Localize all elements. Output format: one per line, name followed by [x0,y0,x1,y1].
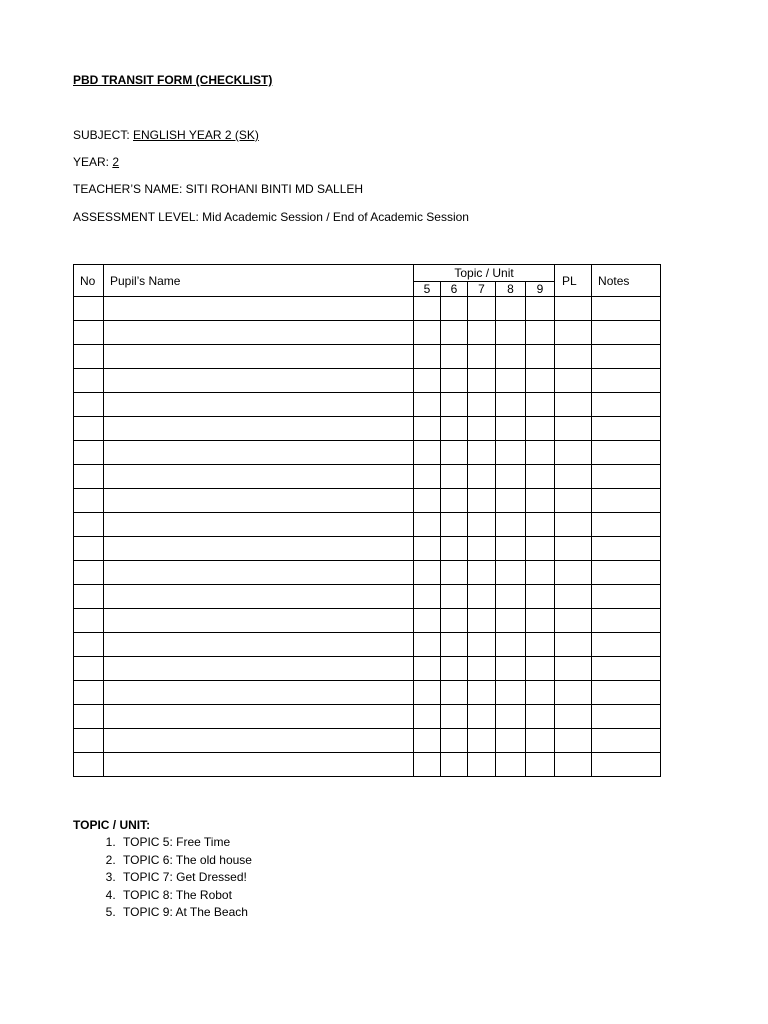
topic-list-item: 3. TOPIC 7: Get Dressed! [119,869,252,887]
cell-notes [592,705,661,729]
cell-topic-7 [468,321,496,345]
cell-notes [592,633,661,657]
table-row [74,393,661,417]
cell-topic-6 [441,345,468,369]
cell-topic-8 [496,585,526,609]
cell-pl [555,705,592,729]
cell-topic-9 [526,489,555,513]
cell-no [74,753,104,777]
cell-topic-8 [496,489,526,513]
cell-topic-5 [414,489,441,513]
cell-topic-6 [441,297,468,321]
topic-list-item: 4. TOPIC 8: The Robot [119,887,252,905]
cell-pl [555,441,592,465]
topic-number-header: 8 [496,282,526,297]
cell-pupil-name [104,609,414,633]
cell-topic-9 [526,705,555,729]
cell-topic-8 [496,369,526,393]
cell-pl [555,657,592,681]
cell-topic-7 [468,513,496,537]
cell-topic-7 [468,729,496,753]
topic-list-section [73,818,252,922]
cell-topic-6 [441,393,468,417]
cell-topic-6 [441,441,468,465]
cell-no [74,729,104,753]
year-value: 2 [112,155,120,169]
table-row [74,657,661,681]
teacher-name-line: TEACHER’S NAME: SITI ROHANI BINTI MD SALLEH [73,182,364,196]
table-row [74,441,661,465]
cell-pl [555,417,592,441]
cell-topic-5 [414,705,441,729]
cell-no [74,513,104,537]
cell-notes [592,729,661,753]
cell-topic-7 [468,657,496,681]
cell-topic-9 [526,393,555,417]
cell-topic-6 [441,465,468,489]
cell-pl [555,393,592,417]
cell-topic-7 [468,537,496,561]
cell-topic-6 [441,657,468,681]
cell-topic-9 [526,561,555,585]
cell-pupil-name [104,489,414,513]
cell-notes [592,753,661,777]
cell-topic-9 [526,441,555,465]
column-header-no: No [74,265,104,297]
table-row [74,585,661,609]
cell-topic-5 [414,585,441,609]
cell-topic-5 [414,417,441,441]
table-row [74,609,661,633]
cell-topic-9 [526,321,555,345]
cell-notes [592,489,661,513]
topic-list-item: 2. TOPIC 6: The old house [119,852,252,870]
column-header-pl: PL [555,265,592,297]
cell-topic-8 [496,729,526,753]
topic-list-item: 1. TOPIC 5: Free Time [119,834,252,852]
cell-notes [592,465,661,489]
cell-topic-5 [414,513,441,537]
cell-pupil-name [104,705,414,729]
cell-topic-6 [441,609,468,633]
cell-topic-5 [414,657,441,681]
cell-topic-6 [441,585,468,609]
cell-topic-7 [468,753,496,777]
cell-no [74,609,104,633]
cell-topic-8 [496,465,526,489]
table-row [74,681,661,705]
cell-topic-5 [414,681,441,705]
cell-topic-9 [526,297,555,321]
cell-pupil-name [104,681,414,705]
cell-notes [592,537,661,561]
cell-topic-7 [468,609,496,633]
cell-topic-6 [441,537,468,561]
cell-notes [592,585,661,609]
cell-pl [555,753,592,777]
cell-pupil-name [104,657,414,681]
cell-topic-8 [496,393,526,417]
cell-topic-9 [526,537,555,561]
column-header-topic-unit: Topic / Unit [414,265,555,282]
cell-topic-6 [441,561,468,585]
cell-topic-8 [496,657,526,681]
cell-topic-8 [496,537,526,561]
cell-topic-6 [441,633,468,657]
assessment-level-line: ASSESSMENT LEVEL: Mid Academic Session / End of Academic Session [73,210,469,224]
cell-no [74,465,104,489]
cell-topic-8 [496,705,526,729]
cell-topic-7 [468,393,496,417]
cell-pupil-name [104,393,414,417]
cell-topic-5 [414,297,441,321]
cell-topic-5 [414,753,441,777]
cell-topic-7 [468,705,496,729]
cell-topic-6 [441,369,468,393]
cell-topic-5 [414,609,441,633]
cell-notes [592,393,661,417]
cell-no [74,369,104,393]
year-label: YEAR: [73,155,113,169]
cell-notes [592,561,661,585]
cell-topic-9 [526,753,555,777]
topic-number-header: 9 [526,282,555,297]
cell-pupil-name [104,633,414,657]
cell-pl [555,561,592,585]
cell-notes [592,417,661,441]
cell-topic-8 [496,321,526,345]
cell-topic-7 [468,633,496,657]
table-row [74,321,661,345]
cell-topic-8 [496,609,526,633]
table-row [74,369,661,393]
cell-no [74,561,104,585]
cell-topic-8 [496,681,526,705]
cell-topic-9 [526,417,555,441]
cell-topic-5 [414,633,441,657]
topic-list-heading: TOPIC / UNIT: [73,818,151,832]
table-row [74,729,661,753]
subject-value: ENGLISH YEAR 2 (SK) [133,128,259,142]
cell-topic-8 [496,753,526,777]
cell-notes [592,441,661,465]
cell-topic-6 [441,321,468,345]
cell-topic-8 [496,513,526,537]
cell-pl [555,321,592,345]
cell-notes [592,657,661,681]
cell-topic-5 [414,393,441,417]
cell-no [74,441,104,465]
cell-pupil-name [104,585,414,609]
cell-topic-9 [526,681,555,705]
cell-topic-7 [468,681,496,705]
form-title: PBD TRANSIT FORM (CHECKLIST) [73,73,273,87]
cell-notes [592,609,661,633]
cell-topic-7 [468,345,496,369]
cell-topic-6 [441,705,468,729]
cell-no [74,681,104,705]
cell-pl [555,369,592,393]
cell-no [74,345,104,369]
cell-pl [555,489,592,513]
cell-topic-8 [496,561,526,585]
cell-pl [555,681,592,705]
cell-topic-9 [526,513,555,537]
cell-pupil-name [104,321,414,345]
cell-notes [592,369,661,393]
cell-pl [555,465,592,489]
cell-topic-9 [526,633,555,657]
topic-list [73,834,252,922]
table-row [74,513,661,537]
table-row [74,417,661,441]
cell-pupil-name [104,441,414,465]
table-row [74,633,661,657]
cell-topic-7 [468,561,496,585]
cell-topic-6 [441,513,468,537]
cell-topic-5 [414,465,441,489]
cell-topic-6 [441,489,468,513]
cell-no [74,297,104,321]
subject-label: SUBJECT: [73,128,134,142]
table-row [74,297,661,321]
cell-pl [555,609,592,633]
cell-topic-5 [414,345,441,369]
cell-topic-7 [468,297,496,321]
cell-pl [555,345,592,369]
cell-pupil-name [104,465,414,489]
cell-topic-7 [468,369,496,393]
cell-pupil-name [104,561,414,585]
subject-line [73,128,259,142]
cell-pl [555,633,592,657]
cell-no [74,417,104,441]
cell-topic-5 [414,561,441,585]
cell-topic-8 [496,441,526,465]
cell-topic-7 [468,489,496,513]
cell-topic-9 [526,609,555,633]
cell-topic-6 [441,417,468,441]
table-row [74,465,661,489]
cell-topic-9 [526,345,555,369]
cell-pupil-name [104,369,414,393]
column-header-notes: Notes [592,265,661,297]
cell-topic-9 [526,657,555,681]
cell-topic-7 [468,417,496,441]
cell-pupil-name [104,513,414,537]
cell-topic-9 [526,585,555,609]
cell-topic-5 [414,369,441,393]
cell-topic-8 [496,633,526,657]
cell-no [74,705,104,729]
cell-topic-7 [468,465,496,489]
year-line [73,155,119,169]
topic-number-header: 6 [441,282,468,297]
cell-no [74,633,104,657]
cell-no [74,321,104,345]
cell-pupil-name [104,729,414,753]
cell-topic-5 [414,537,441,561]
cell-pl [555,585,592,609]
table-row [74,753,661,777]
cell-topic-5 [414,441,441,465]
cell-topic-9 [526,369,555,393]
cell-topic-8 [496,297,526,321]
topic-list-item: 5. TOPIC 9: At The Beach [119,904,252,922]
cell-notes [592,513,661,537]
cell-topic-6 [441,729,468,753]
cell-pupil-name [104,537,414,561]
cell-notes [592,345,661,369]
cell-no [74,393,104,417]
cell-topic-5 [414,729,441,753]
cell-pl [555,537,592,561]
cell-pl [555,729,592,753]
cell-notes [592,681,661,705]
column-header-pupil-name: Pupil’s Name [104,265,414,297]
topic-number-header: 5 [414,282,441,297]
cell-topic-5 [414,321,441,345]
cell-pupil-name [104,345,414,369]
topic-number-header: 7 [468,282,496,297]
cell-topic-9 [526,729,555,753]
cell-no [74,537,104,561]
cell-topic-7 [468,585,496,609]
table-row [74,705,661,729]
cell-pl [555,513,592,537]
cell-topic-9 [526,465,555,489]
cell-no [74,489,104,513]
cell-no [74,585,104,609]
cell-pl [555,297,592,321]
table-row [74,537,661,561]
cell-topic-8 [496,345,526,369]
cell-pupil-name [104,417,414,441]
cell-no [74,657,104,681]
table-row [74,489,661,513]
table-row [74,345,661,369]
checklist-table [73,264,661,777]
cell-topic-6 [441,681,468,705]
cell-pupil-name [104,297,414,321]
cell-topic-8 [496,417,526,441]
cell-notes [592,321,661,345]
cell-topic-6 [441,753,468,777]
cell-pupil-name [104,753,414,777]
checklist-table-body [74,297,661,777]
cell-topic-7 [468,441,496,465]
table-row [74,561,661,585]
cell-notes [592,297,661,321]
